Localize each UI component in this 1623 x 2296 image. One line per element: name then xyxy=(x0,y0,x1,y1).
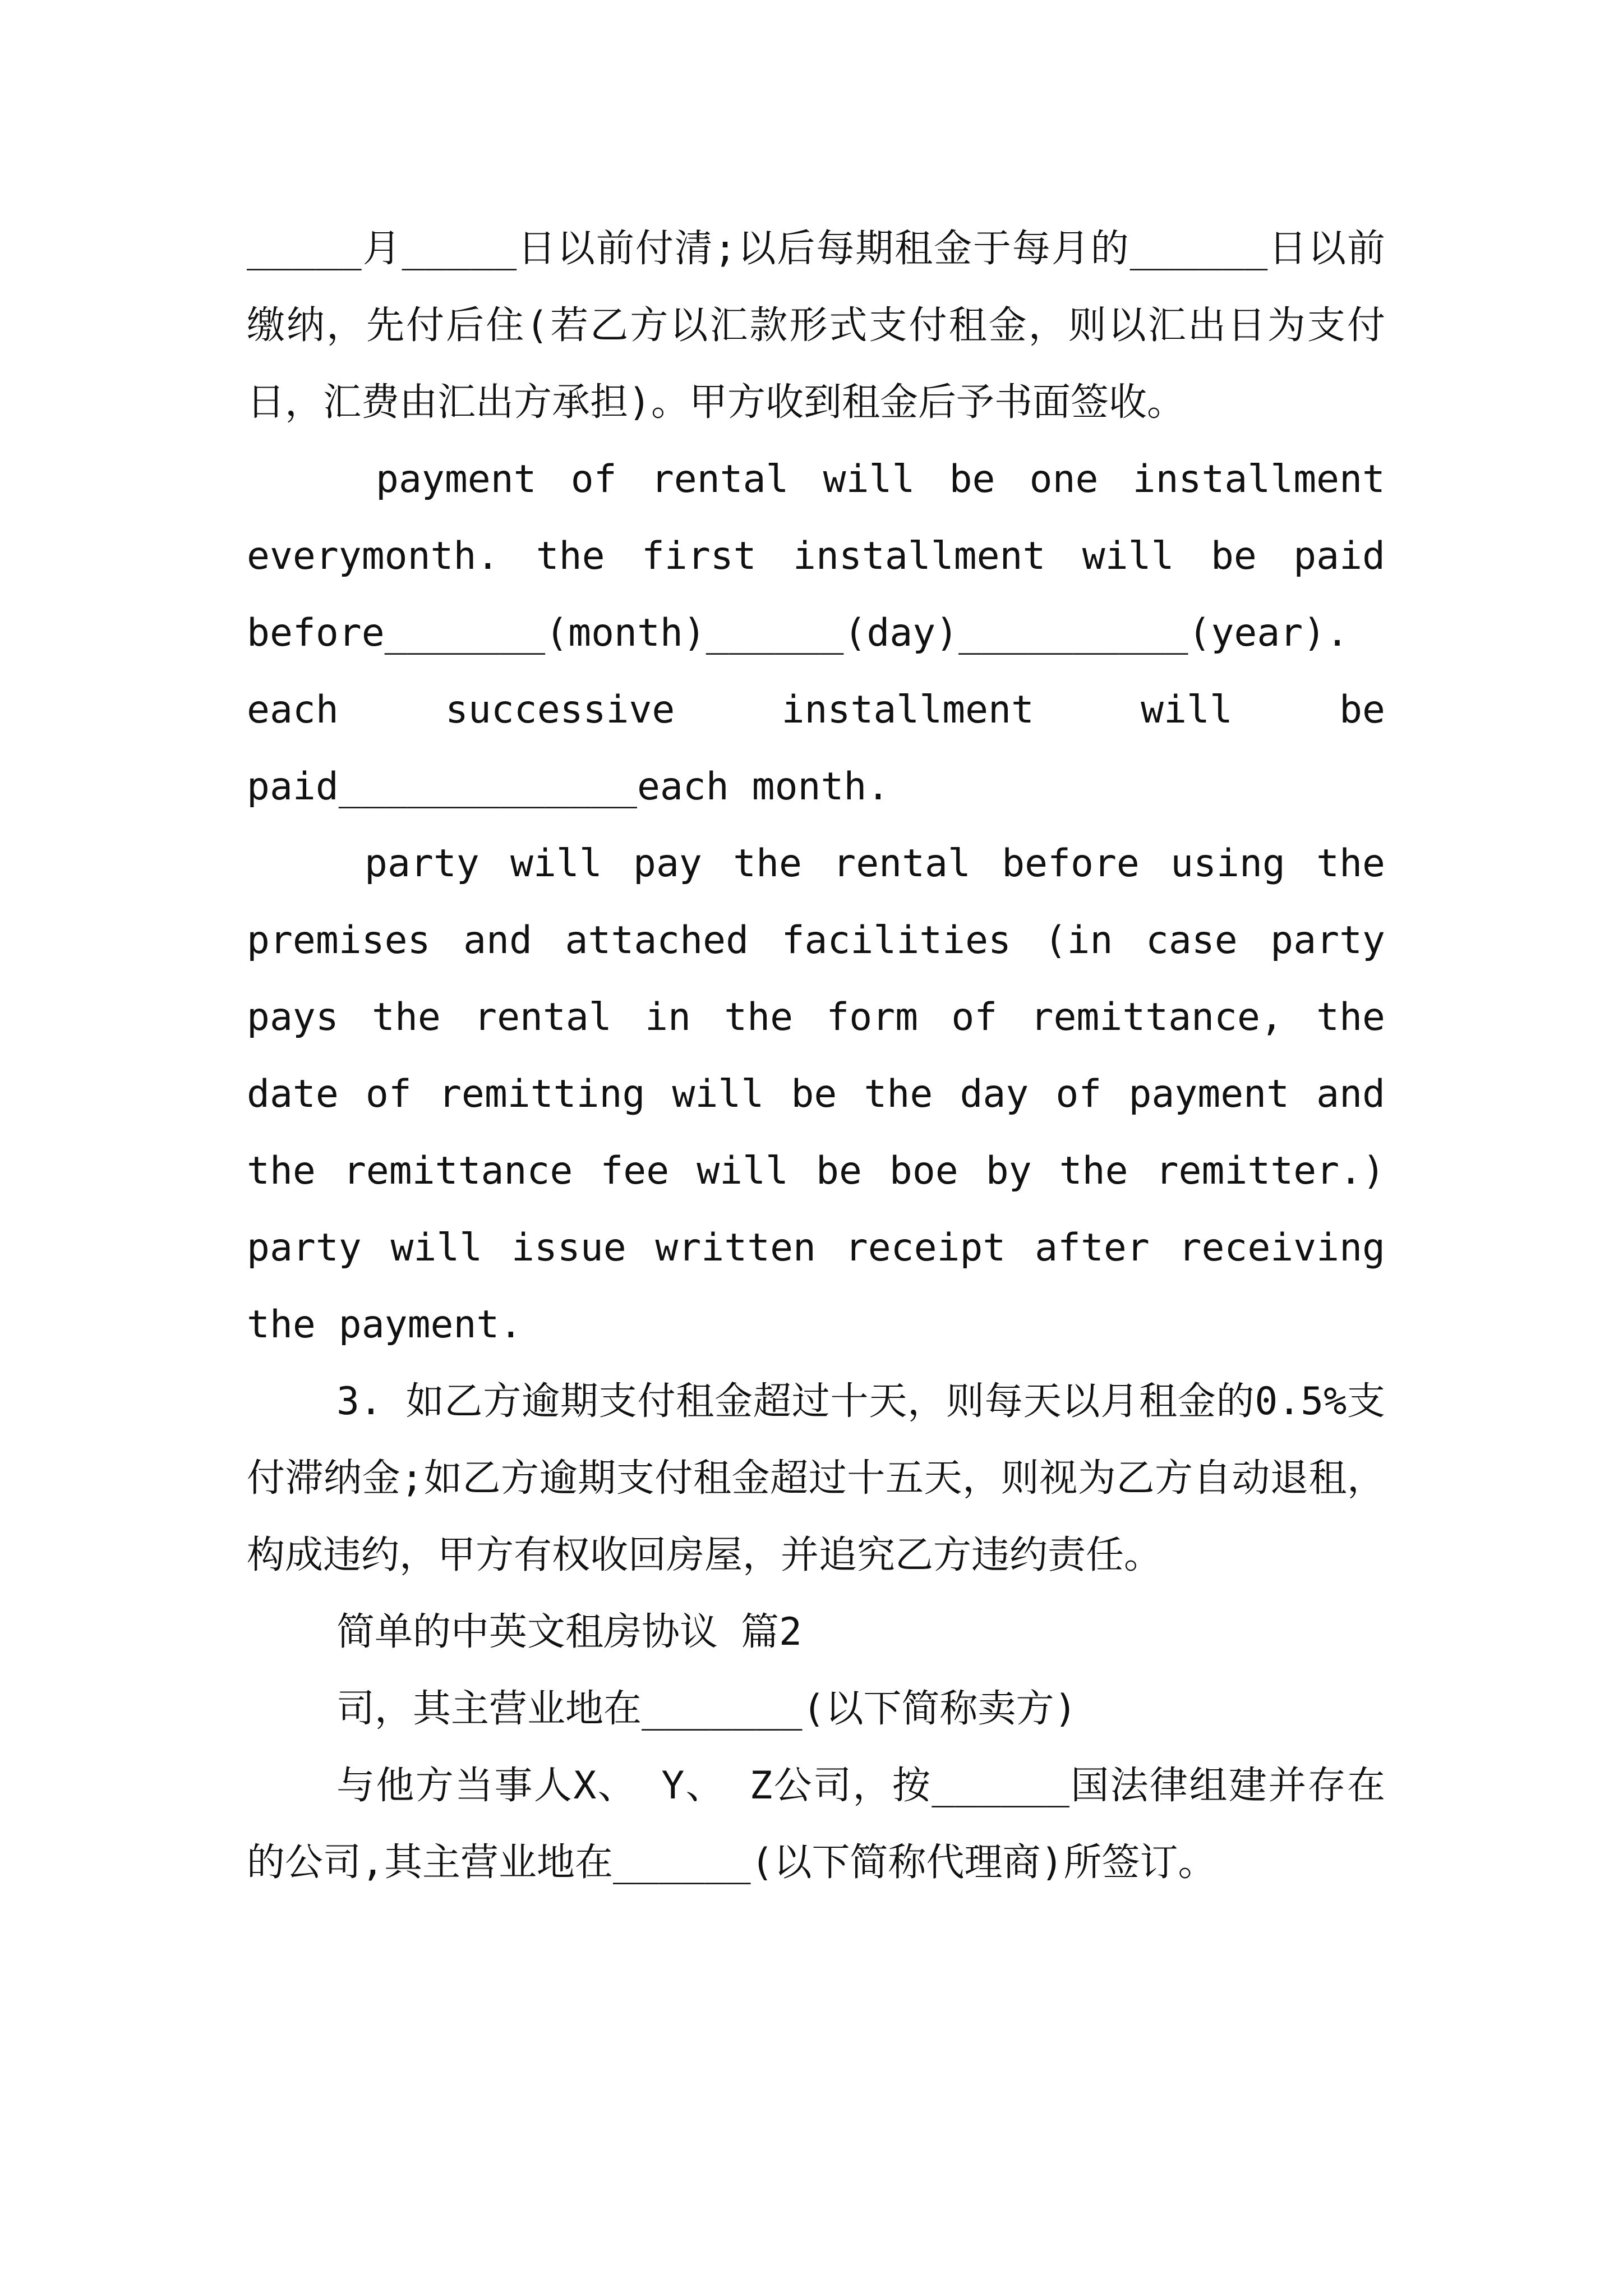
section-heading: 简单的中英文租房协议 篇2 xyxy=(336,1610,802,1654)
paragraph-rental-remittance-en: party will pay the rental before using the premises and attached facilities (in case party pays the rental in the form of remittance, the date of remitting will be the day of payment and the remittance fee will be boe by the remitter.) party will issue written receipt after receiving the payment. xyxy=(247,841,1385,1347)
document-body xyxy=(247,210,1385,1901)
paragraph-late-payment-cn: 3. 如乙方逾期支付租金超过十天，则每天以月租金的0.5%支付滞纳金;如乙方逾期支付租金超过十五天，则视为乙方自动退租，构成违约，甲方有权收回房屋，并追究乙方违约责任。 xyxy=(247,1379,1385,1577)
paragraph-payment-terms-cn: _____月_____日以前付清;以后每期租金于每月的______日以前缴纳，先付后住(若乙方以汇款形式支付租金，则以汇出日为支付日，汇费由汇出方承担)。甲方收到租金后予书面签收。 xyxy=(247,227,1385,425)
paragraph-agent-cn: 与他方当事人X、 Y、 Z公司，按______国法律组建并存在的公司,其主营业地在______(以下简称代理商)所签订。 xyxy=(247,1764,1385,1885)
paragraph-seller-cn: 司，其主营业地在_______(以下简称卖方) xyxy=(336,1687,1077,1731)
paragraph-payment-terms-en: payment of rental will be one installment everymonth. the first installment will be paid before_______(month)______(day)__________(year). each successive installment will be paid_____________each month. xyxy=(247,457,1385,809)
